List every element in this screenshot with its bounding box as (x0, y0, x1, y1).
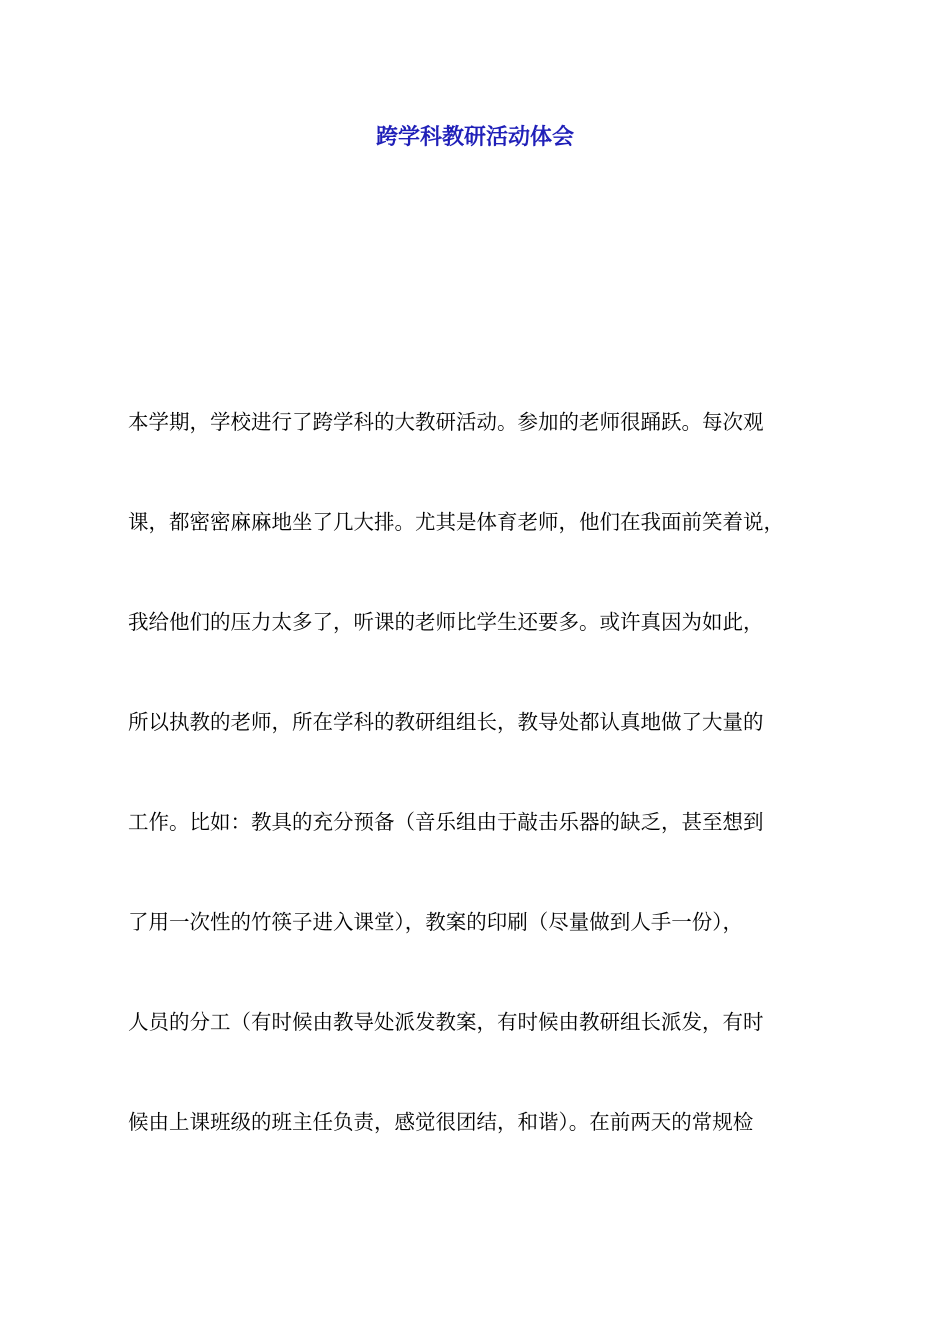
body-line: 候由上课班级的班主任负责，感觉很团结，和谐）。在前两天的常规检 (128, 1110, 754, 1134)
body-line: 工作。比如：教具的充分预备（音乐组由于敲击乐器的缺乏，甚至想到 (128, 810, 764, 834)
document-title: 跨学科教研活动体会 (375, 125, 574, 150)
body-line: 人员的分工（有时候由教导处派发教案，有时候由教研组长派发，有时 (128, 1010, 764, 1034)
document-body (128, 402, 828, 1202)
body-line: 本学期，学校进行了跨学科的大教研活动。参加的老师很踊跃。每次观 (128, 410, 764, 434)
body-line: 课，都密密麻麻地坐了几大排。尤其是体育老师，他们在我面前笑着说， (128, 510, 784, 534)
body-line: 我给他们的压力太多了，听课的老师比学生还要多。或许真因为如此， (128, 610, 764, 634)
body-line: 了用一次性的竹筷子进入课堂），教案的印刷（尽量做到人手一份）， (128, 910, 743, 934)
body-line: 所以执教的老师，所在学科的教研组组长，教导处都认真地做了大量的 (128, 710, 764, 734)
